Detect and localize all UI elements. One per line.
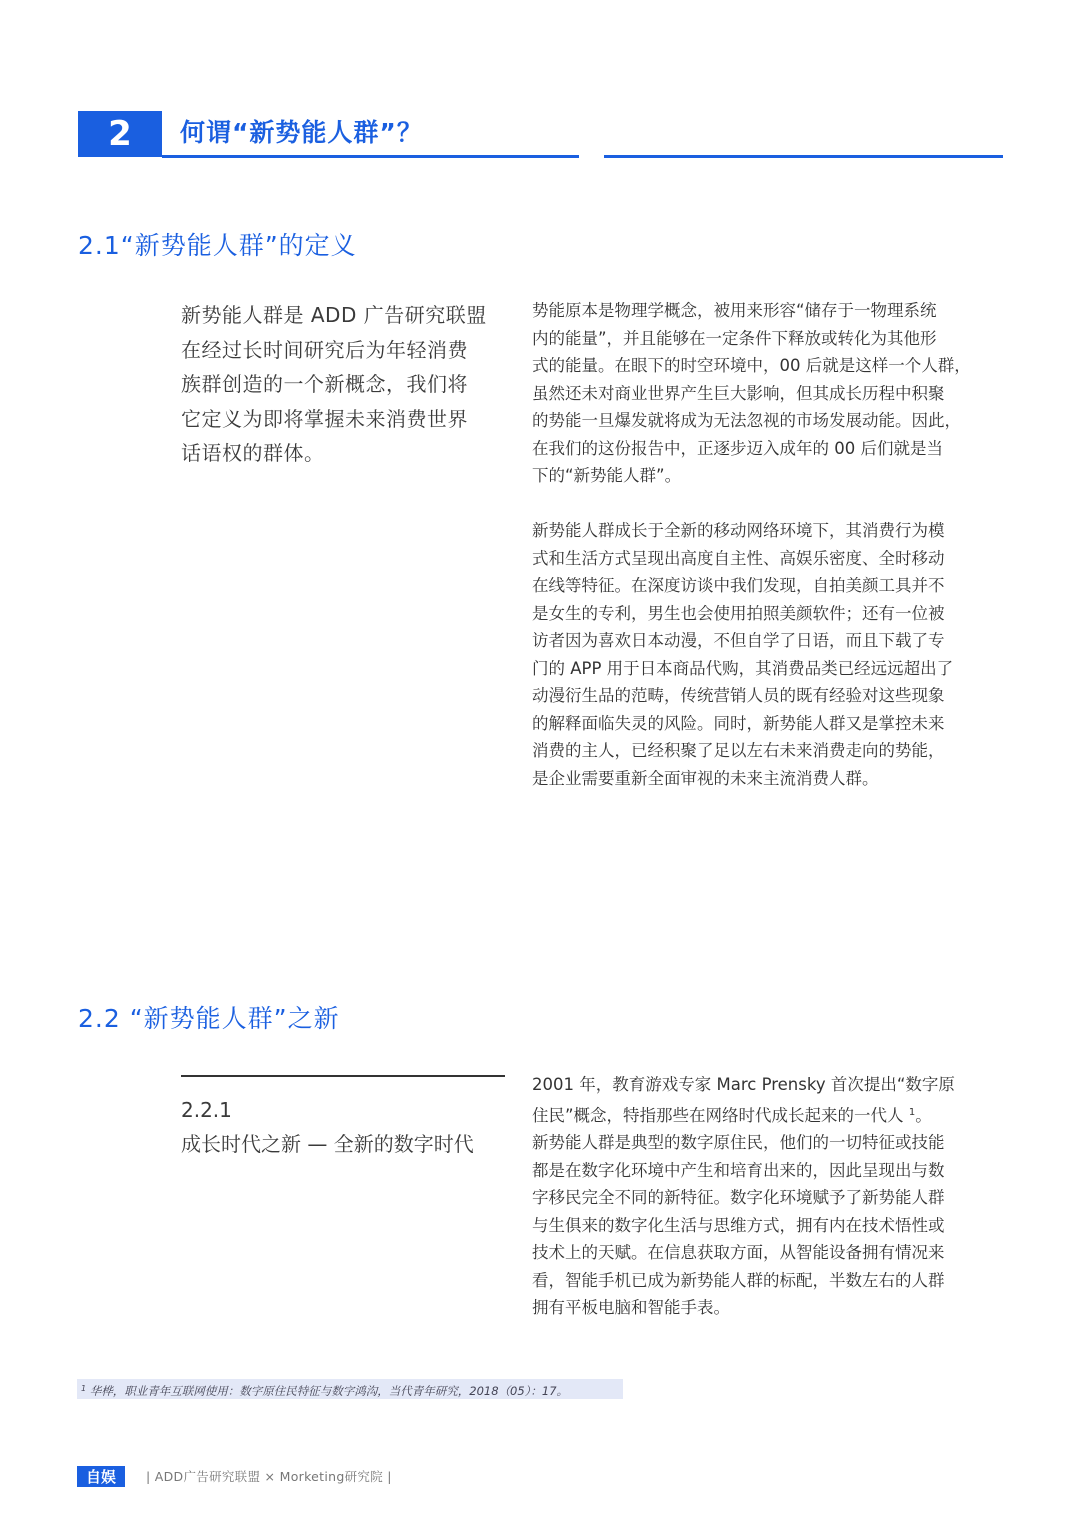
subsection-rule bbox=[181, 1075, 505, 1077]
paragraph-line: 式的能量。在眼下的时空环境中，00 后就是这样一个人群， bbox=[532, 356, 971, 375]
paragraph-line: 下的“新势能人群”。 bbox=[532, 466, 682, 485]
paragraph-line: 动漫衍生品的范畴，传统营销人员的既有经验对这些现象 bbox=[532, 686, 945, 705]
section-2-1-paragraph-1 bbox=[532, 297, 1007, 490]
footnote-text: 华桦，职业青年互联网使用：数字原住民特征与数字鸿沟，当代青年研究，2018（05）：17。 bbox=[89, 1384, 569, 1398]
paragraph-line: 的势能一旦爆发就将成为无法忽视的市场发展动能。因此， bbox=[532, 411, 961, 430]
footnote bbox=[77, 1379, 623, 1399]
paragraph-line: 新势能人群成长于全新的移动网络环境下，其消费行为模 bbox=[532, 521, 945, 540]
definition-quote bbox=[181, 298, 511, 471]
section-2-1-paragraph-2 bbox=[532, 517, 1007, 792]
chapter-number-badge: 2 bbox=[78, 111, 162, 157]
paragraph-line: 字移民完全不同的新特征。数字化环境赋予了新势能人群 bbox=[532, 1188, 945, 1207]
paragraph-line: 在线等特征。在深度访谈中我们发现，自拍美颜工具并不 bbox=[532, 576, 945, 595]
paragraph-line: 的解释面临失灵的风险。同时，新势能人群又是掌控未来 bbox=[532, 713, 945, 733]
paragraph-line-end: 。 bbox=[915, 1105, 932, 1125]
paragraph-line: 门的 APP 用于日本商品代购，其消费品类已经远远超出了 bbox=[532, 658, 954, 678]
paragraph-line: 访者因为喜欢日本动漫，不但自学了日语，而且下载了专 bbox=[532, 631, 945, 650]
footnote-reference[interactable]: 1 bbox=[908, 1106, 916, 1118]
paragraph-line: 新势能人群是典型的数字原住民，他们的一切特征或技能 bbox=[532, 1133, 945, 1152]
quote-line: 在经过长时间研究后为年轻消费 bbox=[181, 337, 468, 362]
paragraph-line: 消费的主人，已经积聚了足以左右未来消费走向的势能， bbox=[532, 741, 945, 760]
subsection-number: 2.2.1 bbox=[181, 1098, 232, 1122]
paragraph-line: 式和生活方式呈现出高度自主性、高娱乐密度、全时移动 bbox=[532, 548, 945, 568]
paragraph-line: 虽然还未对商业世界产生巨大影响，但其成长历程中积聚 bbox=[532, 383, 945, 403]
section-2-2-paragraph bbox=[532, 1071, 1007, 1322]
paragraph-line: 与生俱来的数字化生活与思维方式，拥有内在技术悟性或 bbox=[532, 1215, 945, 1235]
footer-logo-badge: 自娱 bbox=[77, 1466, 125, 1487]
quote-line: 话语权的群体。 bbox=[181, 441, 325, 465]
paragraph-line: 都是在数字化环境中产生和培育出来的，因此呈现出与数 bbox=[532, 1160, 945, 1180]
paragraph-line: 看，智能手机已成为新势能人群的标配，半数左右的人群 bbox=[532, 1270, 945, 1290]
paragraph-line: 2001 年，教育游戏专家 Marc Prensky 首次提出“数字原 bbox=[532, 1075, 955, 1094]
footnote-mark: 1 bbox=[81, 1384, 87, 1393]
paragraph-line: 技术上的天赋。在信息获取方面，从智能设备拥有情况来 bbox=[532, 1243, 945, 1262]
quote-line: 它定义为即将掌握未来消费世界 bbox=[181, 406, 468, 431]
subsection-title: 成长时代之新 — 全新的数字时代 bbox=[181, 1132, 474, 1156]
chapter-rule-left bbox=[162, 155, 579, 158]
paragraph-line bbox=[532, 1099, 1007, 1130]
paragraph-line: 拥有平板电脑和智能手表。 bbox=[532, 1298, 730, 1317]
paragraph-line: 在我们的这份报告中，正逐步迈入成年的 00 后们就是当 bbox=[532, 438, 943, 458]
section-2-2-title: 2.2 “新势能人群”之新 bbox=[78, 1004, 340, 1033]
section-2-1-title: 2.1“新势能人群”的定义 bbox=[78, 231, 357, 260]
quote-line: 新势能人群是 ADD 广告研究联盟 bbox=[181, 303, 487, 327]
footer-credits: | ADD广告研究联盟 × Morketing研究院 | bbox=[146, 1469, 392, 1484]
paragraph-line: 是女生的专利，男生也会使用拍照美颜软件；还有一位被 bbox=[532, 603, 945, 623]
chapter-title: 何谓“新势能人群”？ bbox=[180, 118, 423, 147]
paragraph-line: 内的能量”，并且能够在一定条件下释放或转化为其他形 bbox=[532, 328, 937, 348]
paragraph-line: 是企业需要重新全面审视的未来主流消费人群。 bbox=[532, 768, 879, 788]
chapter-rule-right bbox=[604, 155, 1003, 158]
paragraph-line: 势能原本是物理学概念，被用来形容“储存于一物理系统 bbox=[532, 301, 937, 320]
quote-line: 族群创造的一个新概念，我们将 bbox=[181, 372, 468, 396]
paragraph-line-text: 住民”概念，特指那些在网络时代成长起来的一代人 bbox=[532, 1105, 904, 1125]
